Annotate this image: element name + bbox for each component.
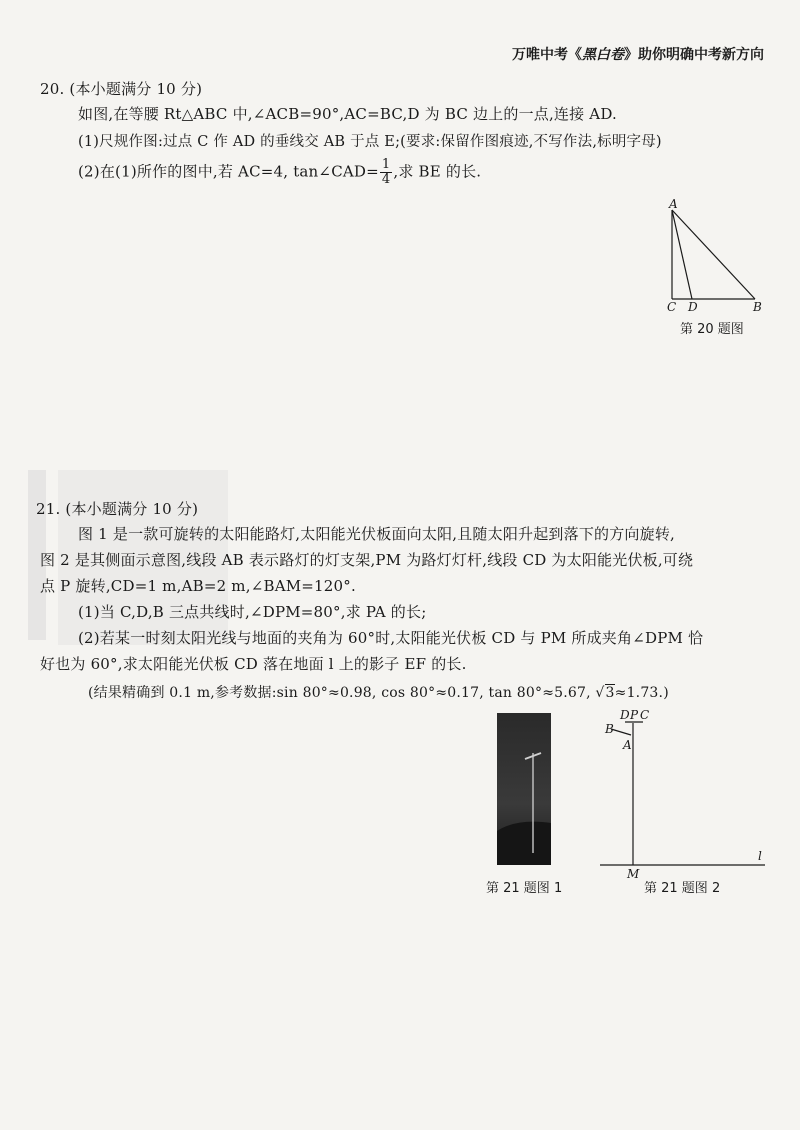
q21-part2: (2)若某一时刻太阳光线与地面的夹角为 60°时,太阳能光伏板 CD 与 PM 所成夹角∠DPM 恰 xyxy=(78,629,704,647)
q21-label-m: M xyxy=(627,867,640,880)
q20-label-a: A xyxy=(669,197,678,211)
q21-reference-data xyxy=(88,682,669,702)
q21-line-2: 图 2 是其侧面示意图,线段 AB 表示路灯的灯支架,PM 为路灯灯杆,线段 CD 为太阳能光伏板,可绕 xyxy=(40,551,694,569)
q20-part2 xyxy=(78,158,481,187)
q21-label-c: C xyxy=(640,708,650,722)
q20-statement: 如图,在等腰 Rt△ABC 中,∠ACB=90°,AC=BC,D 为 BC 边上的一点,连接 AD. xyxy=(78,105,617,123)
q21-sqrt-sign: √ xyxy=(595,685,605,701)
q21-title: 21. (本小题满分 10 分) xyxy=(36,500,199,518)
q20-label-c: C xyxy=(667,300,677,314)
header-prefix: 万唯中考《 xyxy=(512,47,582,63)
q21-sqrt-radicand: 3 xyxy=(605,685,615,701)
q21-line-1: 图 1 是一款可旋转的太阳能路灯,太阳能光伏板面向太阳,且随太阳升起到落下的方向旋转, xyxy=(78,525,675,543)
photo-ground xyxy=(497,822,551,865)
q20-part2-post: ,求 BE 的长. xyxy=(393,162,482,181)
q20-figure-caption: 第 20 题图 xyxy=(680,322,744,337)
q20-part1: (1)尺规作图:过点 C 作 AD 的垂线交 AB 于点 E;(要求:保留作图痕迹,不写作法,标明字母) xyxy=(78,134,662,150)
q21-part2-cont: 好也为 60°,求太阳能光伏板 CD 落在地面 l 上的影子 EF 的长. xyxy=(40,655,467,673)
q20-label-d: D xyxy=(688,300,698,314)
q21-label-d: D xyxy=(620,708,630,722)
page-header xyxy=(512,44,764,64)
q20-side-ab xyxy=(672,210,755,299)
q21-line-3: 点 P 旋转,CD=1 m,AB=2 m,∠BAM=120°. xyxy=(40,577,356,595)
q20-segment-ad xyxy=(672,210,692,299)
q21-ref-post: ≈1.73.) xyxy=(614,685,669,701)
q20-title: 20. (本小题满分 10 分) xyxy=(40,80,203,98)
q21-figure1-photo xyxy=(497,713,551,865)
q21-label-b: B xyxy=(605,722,614,736)
q20-fraction xyxy=(380,158,392,187)
q21-label-a: A xyxy=(623,738,632,752)
header-book-title: 黑白卷 xyxy=(582,47,624,63)
q21-ref-pre: (结果精确到 0.1 m,参考数据:sin 80°≈0.98, cos 80°≈0.17, tan 80°≈5.67, xyxy=(88,685,596,701)
bracket-ab xyxy=(611,729,631,735)
q20-frac-den: 4 xyxy=(381,172,391,187)
q21-label-l: l xyxy=(758,849,762,863)
header-suffix: 》助你明确中考新方向 xyxy=(624,47,764,63)
q21-label-p: P xyxy=(630,708,639,722)
q21-figure2-caption: 第 21 题图 2 xyxy=(644,881,721,896)
q20-figure xyxy=(655,195,775,315)
q21-figure1-caption: 第 21 题图 1 xyxy=(486,881,563,896)
q21-figure2-diagram xyxy=(595,705,775,880)
q20-part2-pre: (2)在(1)所作的图中,若 AC=4, tan∠CAD= xyxy=(78,162,379,181)
q20-frac-num: 1 xyxy=(381,157,391,172)
q21-part1: (1)当 C,D,B 三点共线时,∠DPM=80°,求 PA 的长; xyxy=(78,603,427,621)
q20-label-b: B xyxy=(753,300,762,314)
